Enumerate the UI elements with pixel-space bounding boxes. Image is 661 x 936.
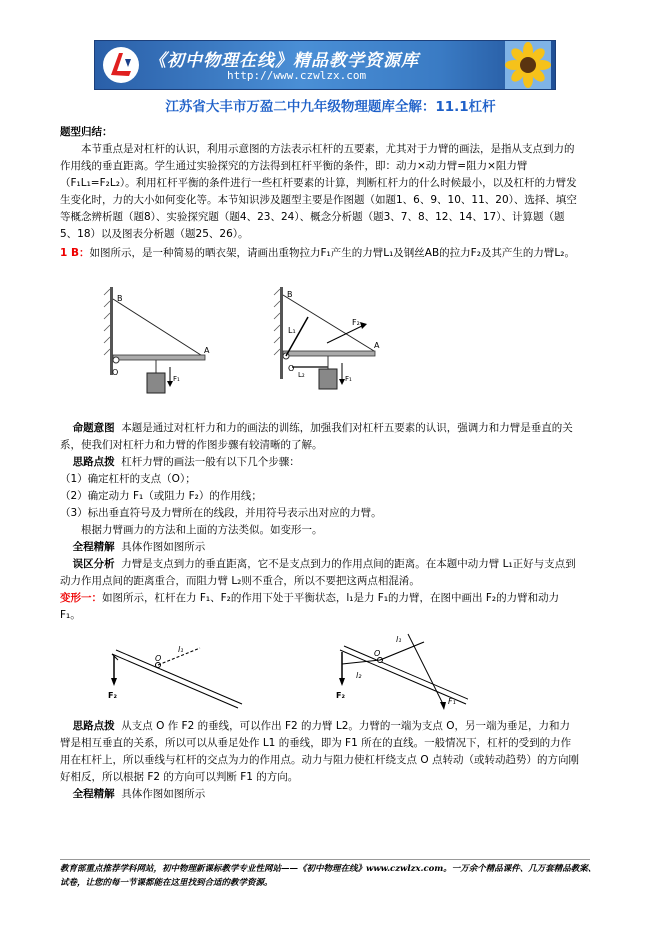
full-solution-2 (60, 786, 580, 803)
weight (319, 369, 337, 389)
label-o: O (112, 368, 119, 377)
label-b: B (287, 290, 293, 299)
step-1: （1）确定杠杆的支点（O）； (60, 473, 196, 485)
hint-2-head: 思路点拨 (72, 720, 115, 732)
hint (60, 454, 580, 471)
figure-2-left (108, 645, 242, 708)
wall (280, 287, 283, 379)
label-b: B (117, 294, 123, 303)
arm-l2 (286, 317, 308, 356)
figure-1-right (274, 287, 380, 389)
full-solution-2-head: 全程精解 (72, 788, 115, 800)
document-title: 江苏省大丰市万盈二中九年级物理题库全解：11.1杠杆 (165, 99, 496, 115)
arm-l1 (380, 642, 424, 660)
full-solution-2-text: 具体作图如图所示 (121, 788, 206, 800)
force-f1-line (408, 634, 444, 706)
label-l2: l₂ (356, 671, 362, 680)
footer-text: 教育部重点推荐学科网站，初中物理新课标教学专业性网站——《初中物理在线》www.czwlzx.com。一万余个精品课件、几万套精品教案、试卷，让您的每一节课都能在这里找到合适的教学资源。 (60, 864, 597, 888)
label-f2: F₂ (352, 318, 360, 327)
weight (147, 373, 165, 393)
summary-heading: 题型归结： (60, 126, 113, 138)
question-1-label: 1 B： (60, 247, 90, 259)
lever-bar (113, 355, 205, 360)
label-f2: F₂ (336, 691, 345, 700)
mistake-analysis (60, 556, 580, 590)
figure-1 (92, 285, 392, 405)
variant-text: 如图所示，杠杆在力 F₁、F₂的作用下处于平衡状态，l₁是力 F₁的力臂，在图中画出 F₂的力臂和动力 F₁。 (60, 592, 560, 621)
label-l2: L₂ (298, 371, 305, 379)
step-3: （3）标出垂直符号及力臂所在的线段，并用符号表示出对应的力臂。 (60, 507, 382, 519)
label-l1: l₁ (178, 645, 184, 654)
label-f1: F₁ (173, 375, 180, 383)
site-logo-icon (101, 45, 141, 85)
design-intent-head: 命题意图 (72, 422, 115, 434)
hint-2-text: 从支点 O 作 F2 的垂线，可以作出 F2 的力臂 L2。力臂的一端为支点 O，另一端为垂足，力和力臂是相互垂直的关系，所以可以从垂足处作 L1 的垂线，即为 F1 所在的直线。一般情况下，杠杆的受到的力作用在杠杆上，所以垂线与杠杆的交点为力的作用点。动力与阻力使杠杆绕支点 O 点转动（或转动趋势）的方向刚好相反，所以根据 F2 的方向可以判断 F1 的方向。 (60, 720, 579, 783)
step-2: （2）确定动力 F₁（或阻力 F₂）的作用线； (60, 490, 262, 502)
summary-body: 本节重点是对杠杆的认识，利用示意图的方法表示杠杆的五要素，尤其对于力臂的画法，是指从支点到力的作用线的垂直距离。学生通过实验探究的方法得到杠杆平衡的条件，即：动力×动力臂=阻力×阻力臂（F₁L₁=F₂L₂）。利用杠杆平衡的条件进行一些杠杆要素的计算，判断杠杆力的什么时候最小，以及杠杆的力臂发生变化时，力的大小如何变化等。本节知识涉及题型主要是作图题（如题1、6、9、10、11、20）、选择、填空等概念辨析题（题8）、实验探究题（题4、23、24）、概念分析题（题3、7、8、12、14、17）、计算题（题5、18）以及图表分析题（题25、26）。 (60, 143, 577, 240)
question-1-text: 如图所示，是一种简易的晒衣架，请画出重物拉力F₁产生的力臂L₁及钢丝AB的拉力F₂及其产生的力臂L₂。 (89, 247, 575, 259)
arm-l2 (342, 660, 380, 664)
design-intent (60, 420, 580, 454)
banner-title: 《初中物理在线》精品教学资源库 (149, 51, 419, 71)
full-solution (60, 539, 580, 556)
wire-ab (113, 299, 204, 357)
figure-1-left (104, 287, 210, 393)
hint-2 (60, 718, 580, 786)
variant-1 (60, 590, 580, 624)
question-1 (60, 245, 580, 262)
sunflower-icon (505, 41, 551, 89)
full-solution-head: 全程精解 (72, 541, 115, 553)
label-f2: F₂ (108, 691, 117, 700)
label-l1: L₁ (288, 326, 296, 335)
mistake-text: 力臂是支点到力的垂直距离，它不是支点到力的作用点间的距离。在本题中动力臂 L₁正好与支点到动力作用点间的距离重合，而阻力臂 L₂则不重合，所以不要把这两点相混淆。 (60, 558, 576, 587)
label-f1: F₁ (345, 375, 352, 383)
mistake-head: 误区分析 (72, 558, 115, 570)
design-intent-text: 本题是通过对杠杆力和力的画法的训练，加强我们对杠杆五要素的认识，强调力和力臂是垂直的关系，使我们对杠杆力和力臂的作图步骤有较清晰的了解。 (60, 422, 573, 451)
label-l1: l₁ (396, 635, 402, 644)
force-f2 (327, 325, 364, 343)
figure-2 (108, 630, 468, 718)
footer-divider (60, 859, 590, 860)
label-o: O (155, 654, 162, 663)
wall (110, 287, 113, 375)
pivot (113, 357, 119, 363)
label-a: A (374, 341, 380, 350)
variant-label: 变形一： (60, 592, 102, 604)
label-a: A (204, 346, 210, 355)
hint-text: 杠杆力臂的画法一般有以下几个步骤： (121, 456, 300, 468)
label-f1: F₁ (448, 697, 456, 706)
lever-bar (283, 351, 375, 356)
hint-head: 思路点拨 (72, 456, 115, 468)
full-solution-text: 具体作图如图所示 (121, 541, 206, 553)
site-banner (94, 40, 556, 90)
label-o: O (288, 364, 295, 373)
label-o: O (374, 649, 381, 658)
figure-2-right (336, 634, 468, 710)
banner-url[interactable]: http://www.czwlzx.com (227, 69, 367, 82)
step-note: 根据力臂画力的方法和上面的方法类似。如变形一。 (81, 524, 323, 536)
